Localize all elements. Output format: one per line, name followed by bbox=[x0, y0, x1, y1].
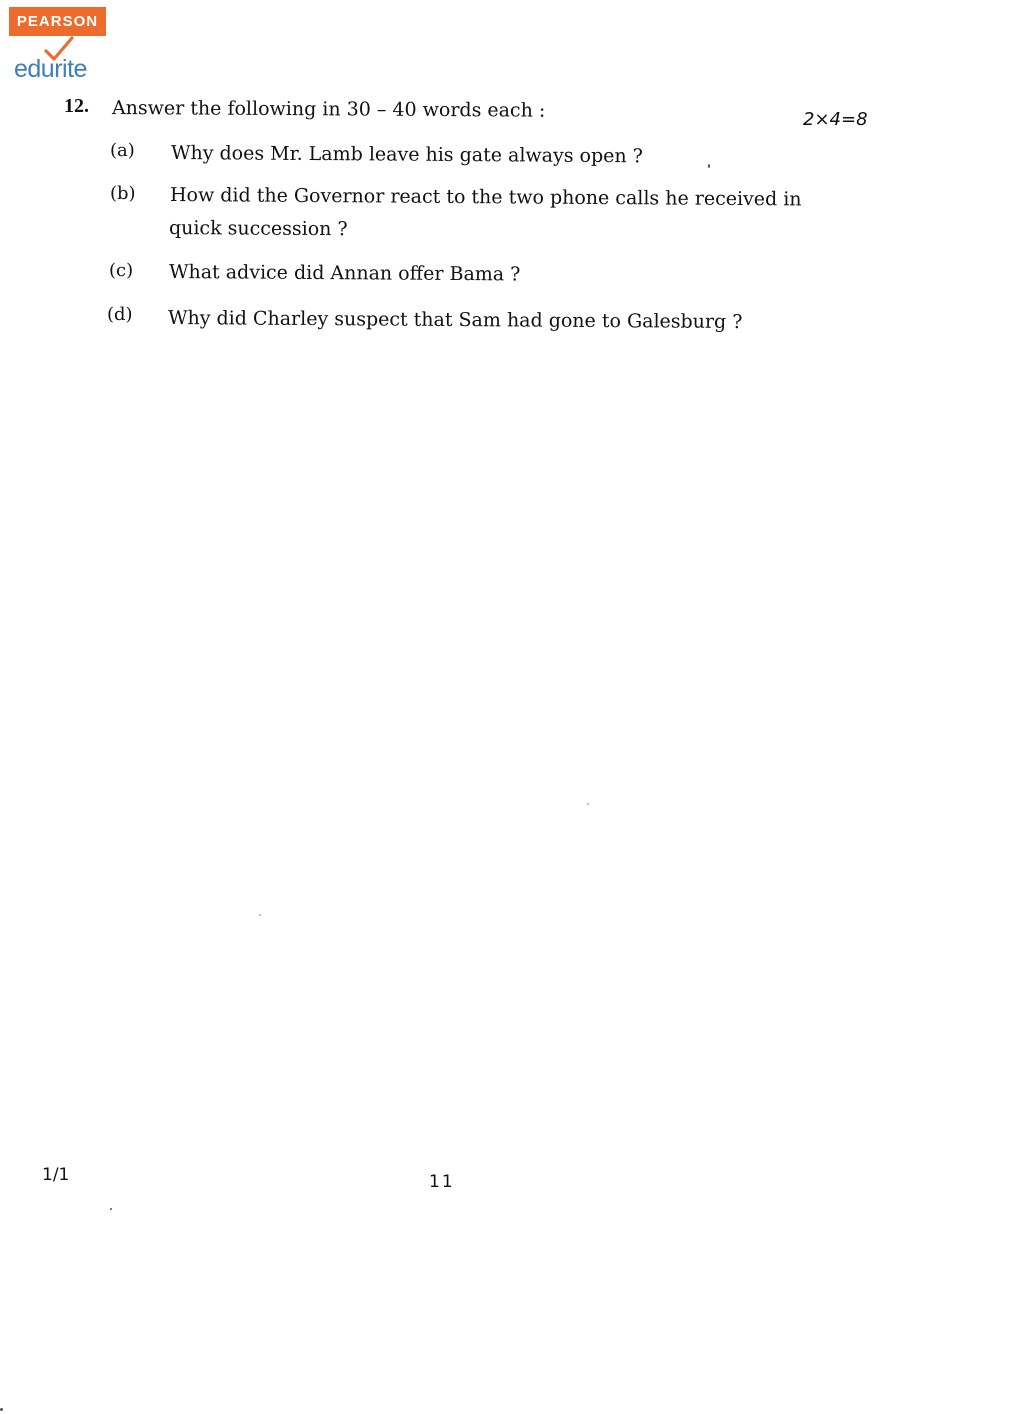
part-a-label: (a) bbox=[110, 140, 135, 161]
scan-speck bbox=[110, 1208, 112, 1210]
scan-speck bbox=[708, 164, 710, 168]
part-b-text-line-2: quick succession ? bbox=[168, 217, 348, 241]
scan-speck bbox=[0, 1408, 3, 1411]
question-number: 12. bbox=[64, 95, 89, 117]
part-c-text: What advice did Annan offer Bama ? bbox=[168, 261, 521, 286]
part-b-text-line-1: How did the Governor react to the two phone calls he received in bbox=[169, 184, 802, 211]
edurite-wordmark: edurite bbox=[14, 55, 87, 83]
scan-speck bbox=[587, 803, 589, 805]
paper-code: 1/1 bbox=[42, 1165, 70, 1185]
pearson-logo: PEARSON bbox=[9, 7, 106, 36]
page-number: 11 bbox=[429, 1172, 455, 1192]
part-c-label: (c) bbox=[109, 260, 134, 281]
scan-speck bbox=[259, 914, 261, 916]
part-b-label: (b) bbox=[110, 183, 136, 204]
edurite-logo bbox=[14, 36, 104, 84]
question-stem: Answer the following in 30 – 40 words each : bbox=[111, 97, 546, 122]
part-d-text: Why did Charley suspect that Sam had gone to Galesburg ? bbox=[167, 307, 743, 334]
part-d-label: (d) bbox=[107, 304, 133, 325]
marks-allocation: 2×4=8 bbox=[803, 109, 868, 130]
part-a-text: Why does Mr. Lamb leave his gate always open ? bbox=[170, 142, 643, 168]
